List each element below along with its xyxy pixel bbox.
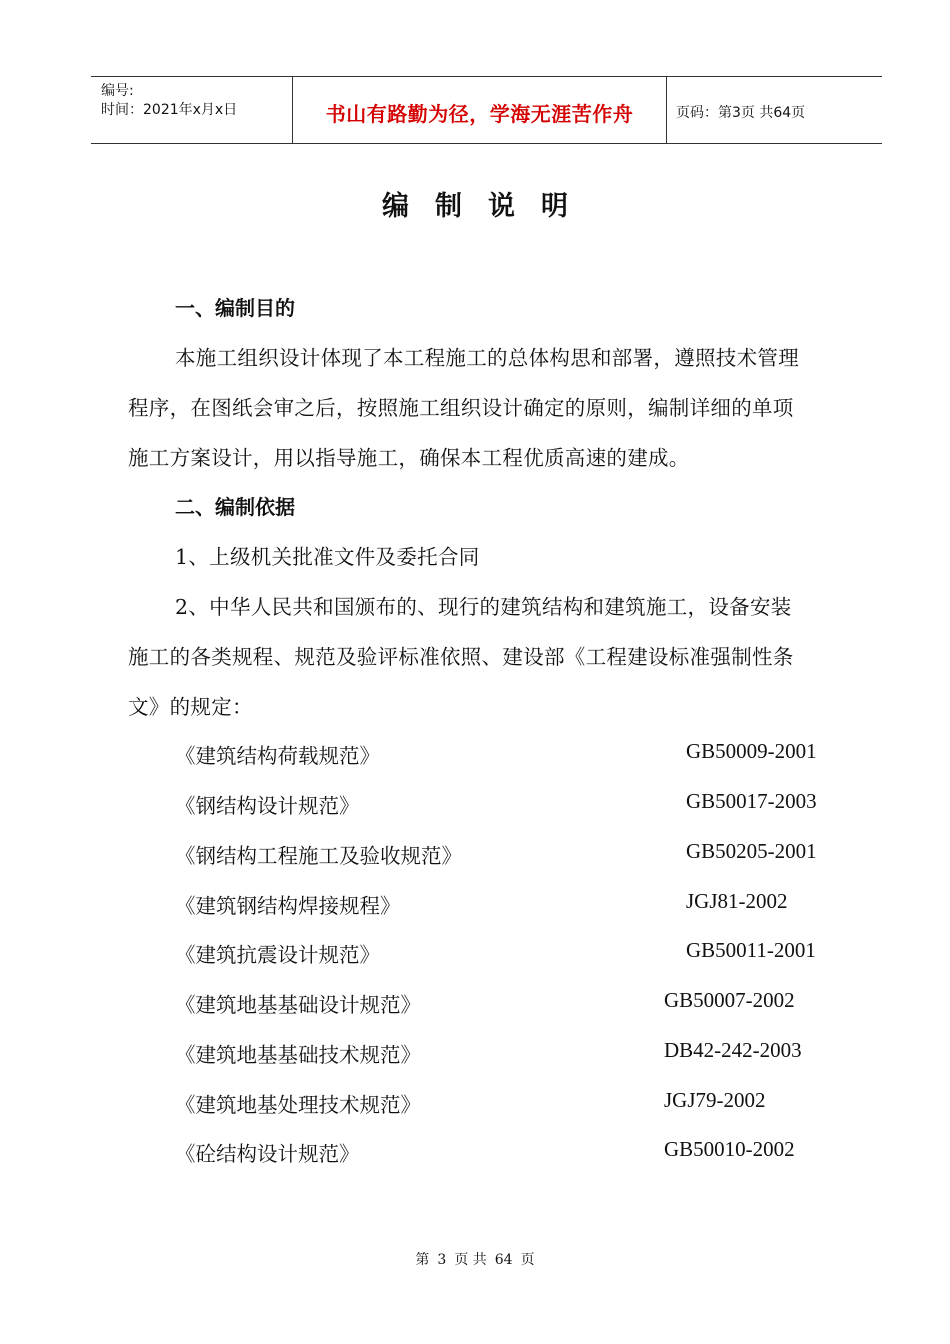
standard-name: 《钢结构工程施工及验收规范》 <box>175 844 462 868</box>
footer-suffix: 页 <box>520 1252 535 1268</box>
page-header <box>91 76 882 144</box>
standard-name: 《建筑抗震设计规范》 <box>175 943 380 967</box>
header-info-cell <box>91 77 293 143</box>
basis-item-2-line: 文》的规定： <box>128 695 253 719</box>
document-title: 编制说明 <box>382 191 594 222</box>
standard-name: 《建筑地基基础设计规范》 <box>175 993 421 1017</box>
standard-code: GB50010-2002 <box>664 1137 795 1161</box>
section-heading-basis: 二、编制依据 <box>175 495 295 519</box>
footer-prefix: 第 <box>415 1252 430 1268</box>
page-number-label: 页码：第3页 共64页 <box>676 105 806 121</box>
standard-code: GB50009-2001 <box>686 739 817 763</box>
footer-mid: 页 共 <box>454 1252 487 1268</box>
standard-code: JGJ81-2002 <box>686 889 788 913</box>
standard-code: GB50205-2001 <box>686 839 817 863</box>
standard-code: JGJ79-2002 <box>664 1088 766 1112</box>
standard-code: GB50007-2002 <box>664 988 795 1012</box>
basis-item-1: 1、上级机关批准文件及委托合同 <box>175 545 480 569</box>
footer-total-pages: 64 <box>494 1252 513 1268</box>
standard-name: 《钢结构设计规范》 <box>175 794 360 818</box>
header-page-cell <box>667 77 882 143</box>
standard-name: 《砼结构设计规范》 <box>175 1142 360 1166</box>
doc-code-label: 编号: <box>101 83 134 99</box>
standard-code: GB50017-2003 <box>686 789 817 813</box>
paragraph-line: 本施工组织设计体现了本工程施工的总体构思和部署，遵照技术管理 <box>175 346 799 370</box>
footer-page-number: 3 <box>437 1252 447 1268</box>
standard-code: GB50011-2001 <box>686 938 816 962</box>
standard-code: DB42-242-2003 <box>664 1038 802 1062</box>
standard-name: 《建筑地基处理技术规范》 <box>175 1093 421 1117</box>
standard-name: 《建筑钢结构焊接规程》 <box>175 894 401 918</box>
standard-name: 《建筑地基基础技术规范》 <box>175 1043 421 1067</box>
standard-name: 《建筑结构荷载规范》 <box>175 744 380 768</box>
basis-item-2-line: 施工的各类规程、规范及验评标准依照、建设部《工程建设标准强制性条 <box>128 645 794 669</box>
motto-text: 书山有路勤为径，学海无涯苦作舟 <box>325 102 634 126</box>
paragraph-line: 程序，在图纸会审之后，按照施工组织设计确定的原则，编制详细的单项 <box>128 396 794 420</box>
page-footer <box>0 1249 950 1269</box>
header-motto-cell <box>293 77 667 143</box>
doc-time-label: 时间：2021年x月x日 <box>101 102 238 118</box>
section-heading-purpose: 一、编制目的 <box>175 296 295 320</box>
basis-item-2-line: 2、中华人民共和国颁布的、现行的建筑结构和建筑施工，设备安装 <box>175 595 792 619</box>
paragraph-line: 施工方案设计，用以指导施工，确保本工程优质高速的建成。 <box>128 446 690 470</box>
